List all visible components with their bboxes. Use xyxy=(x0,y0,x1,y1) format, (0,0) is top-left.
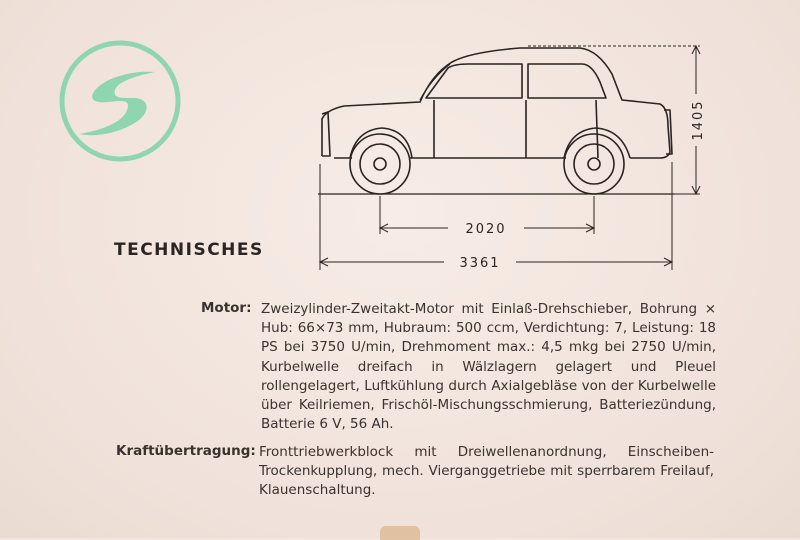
car-side-elevation-drawing xyxy=(300,34,720,274)
section-title: TECHNISCHES xyxy=(114,240,264,260)
wheelbase-dimension-label: 2020 xyxy=(465,222,507,237)
spec-text-motor: Zweizylinder-Zweitakt-Motor mit Einlaß-Drehschieber, Bohrung × Hub: 66×73 mm, Hubraum: 500 ccm, Verdichtung: 7, Leistung: 18 PS bei 3750 U/min, Drehmoment max.: 4,5 mkg bei 2750 U/min, Kurbelwelle dreifach in Wälzlagern gelagert und Pleuel rollengelagert, Luftkühlung durch Axialgebläse von der Kurbelwelle über Keilriemen, Frischöl-Mischungsschmierung, Batteriezündung, Batterie 6 V, 56 Ah. xyxy=(261,301,716,433)
length-dimension-label: 3361 xyxy=(459,256,501,271)
spec-label-kraftuebertragung: Kraftübertragung: xyxy=(116,443,256,459)
spec-label-motor: Motor: xyxy=(201,300,252,316)
height-dimension-label: 1405 xyxy=(691,99,706,141)
s-monogram-icon xyxy=(57,38,183,164)
spec-text-kraftuebertragung: Fronttriebwerkblock mit Dreiwellenanordnung, Einscheiben-Trockenkupplung, mech. Vierganggetriebe mit sperrbarem Freilauf, Klauenschaltung. xyxy=(259,444,714,499)
